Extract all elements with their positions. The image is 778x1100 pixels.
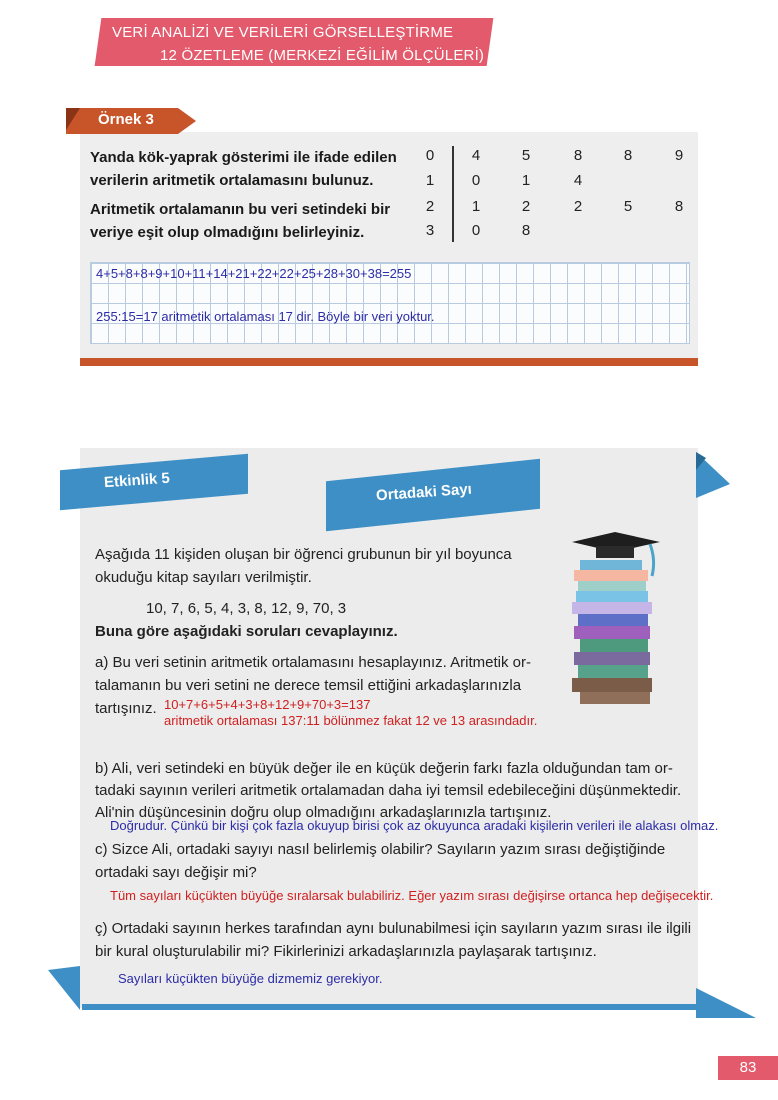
ornek-question1: Yanda kök-yaprak gösterimi ile ifade edilen verilerin aritmetik ortalamasını bulunuz.: [90, 149, 397, 189]
leaf-value: 1: [521, 172, 531, 189]
handwritten-mean: 255:15=17 aritmetik ortalaması 17 dir. Böyle bir veri yoktur.: [96, 309, 435, 324]
leaf-value: 2: [573, 198, 583, 215]
stem-value: 2: [425, 198, 435, 215]
page-number: 83: [718, 1056, 778, 1080]
handwritten-sum: 4+5+8+8+9+10+11+14+21+22+22+25+28+30+38=255: [96, 266, 412, 281]
header-title-line2: 12 ÖZETLEME (MERKEZİ EĞİLİM ÖLÇÜLERİ): [160, 47, 485, 64]
question-d-line2: bir kural oluşturulabilir mi? Fikirlerinizi arkadaşlarınızla paylaşarak tartışınız.: [95, 943, 597, 960]
ornek-bottom-bar: [80, 358, 698, 366]
leaf-value: 4: [471, 147, 481, 164]
ornek-label: Örnek 3: [98, 111, 154, 128]
question-c-line1: c) Sizce Ali, ortadaki sayıyı nasıl belirlemiş olabilir? Sayıların yazım sırası değiştiğinde: [95, 841, 666, 858]
etkinlik-intro-line2: okuduğu kitap sayıları verilmiştir.: [95, 569, 312, 586]
books-illustration: [560, 530, 670, 710]
answer-b: Doğrudur. Çünkü bir kişi çok fazla okuyup birisi çok az okuyunca aradaki kişilerin verileri ile alakası olmaz.: [110, 818, 719, 833]
answer-a-mean: aritmetik ortalaması 137:11 bölünmez fakat 12 ve 13 arasındadır.: [164, 713, 538, 728]
corner-decoration-bottom-left: [48, 964, 82, 1012]
ortadaki-title: Ortadaki Sayı: [375, 480, 473, 505]
stem-value: 1: [425, 172, 435, 189]
answer-d: Sayıları küçükten büyüğe dizmemiz gerekiyor.: [118, 971, 383, 986]
stem-value: 3: [425, 222, 435, 239]
header-title-line1: VERİ ANALİZİ VE VERİLERİ GÖRSELLEŞTİRME: [112, 24, 454, 41]
leaf-value: 9: [674, 147, 684, 164]
leaf-value: 0: [471, 172, 481, 189]
leaf-value: 0: [471, 222, 481, 239]
question-b-line1: b) Ali, veri setindeki en büyük değer ile en küçük değerin farkı fazla olduğundan tam or-: [95, 760, 673, 777]
answer-a-sum: 10+7+6+5+4+3+8+12+9+70+3=137: [164, 697, 371, 712]
ornek-question2: Aritmetik ortalamanın bu veri setindeki bir veriye eşit olup olmadığını belirleyiniz.: [90, 201, 391, 241]
stem-value: 0: [425, 147, 435, 164]
question-b-line3: Ali'nin düşüncesinin doğru olup olmadığını arkadaşlarınızla tartışınız.: [95, 804, 552, 821]
leaf-value: 2: [521, 198, 531, 215]
question-a-line2: talamanın bu veri setini ne derece temsil ettiğini arkadaşlarınızla: [95, 677, 522, 694]
question-d-line1: ç) Ortadaki sayının herkes tarafından aynı bulunabilmesi için sayıların yazım sırası ile ilgili: [95, 920, 692, 937]
corner-decoration-bottom-right: [696, 988, 756, 1020]
etkinlik-bottom-strip: [82, 1004, 698, 1010]
leaf-value: 8: [573, 147, 583, 164]
leaf-value: 8: [674, 198, 684, 215]
leaf-value: 8: [623, 147, 633, 164]
leaf-value: 5: [521, 147, 531, 164]
question-a-line1: a) Bu veri setinin aritmetik ortalamasını hesaplayınız. Aritmetik or-: [95, 654, 531, 671]
leaf-value: 5: [623, 198, 633, 215]
leaf-value: 4: [573, 172, 583, 189]
answer-c: Tüm sayıları küçükten büyüğe sıralarsak bulabiliriz. Eğer yazım sırası değişirse ortanca hep değişecektir.: [110, 888, 714, 903]
question-b-line2: tadaki sayının verileri aritmetik ortalamadan daha iyi temsil edebileceğini düşünmektedir.: [95, 782, 682, 799]
etkinlik-intro-line1: Aşağıda 11 kişiden oluşan bir öğrenci grubunun bir yıl boyunca: [95, 546, 512, 563]
question-c-line2: ortadaki sayı değişir mi?: [95, 864, 257, 881]
etkinlik-instruction: Buna göre aşağıdaki soruları cevaplayınız.: [95, 623, 398, 640]
data-numbers: 10, 7, 6, 5, 4, 3, 8, 12, 9, 70, 3: [146, 600, 347, 617]
corner-decoration-top-right: [696, 452, 732, 500]
stem-leaf-divider: [452, 146, 454, 242]
etkinlik-label: Etkinlik 5: [103, 469, 171, 492]
question-a-line3: tartışınız.: [95, 700, 157, 717]
leaf-value: 1: [471, 198, 481, 215]
leaf-value: 8: [521, 222, 531, 239]
